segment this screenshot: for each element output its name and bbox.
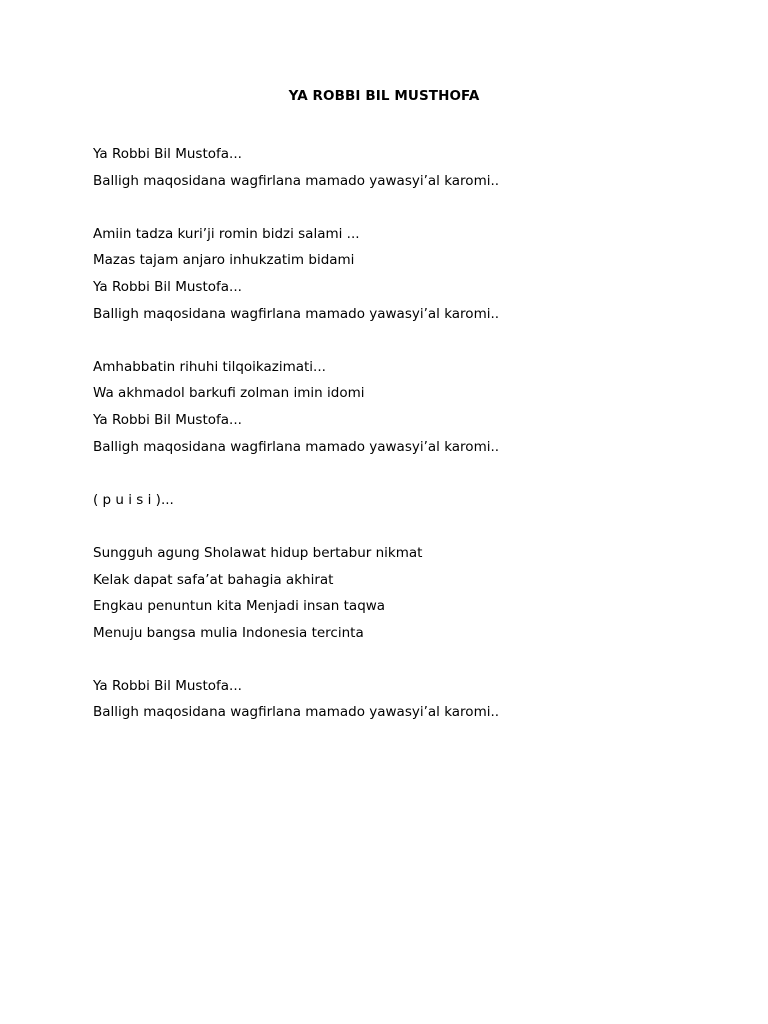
- lyric-line: Balligh maqosidana wagfirlana mamado yawasyi’al karomi..: [93, 172, 500, 189]
- stanza-6: [93, 673, 713, 726]
- stanza-5: [93, 540, 713, 646]
- lyric-line: Balligh maqosidana wagfirlana mamado yawasyi’al karomi..: [93, 704, 500, 721]
- lyric-line: Mazas tajam anjaro inhukzatim bidami: [93, 252, 355, 269]
- lyric-line: Wa akhmadol barkufi zolman imin idomi: [93, 385, 365, 402]
- lyric-line: Balligh maqosidana wagfirlana mamado yawasyi’al karomi..: [93, 438, 500, 455]
- lyric-line: Engkau penuntun kita Menjadi insan taqwa: [93, 598, 386, 615]
- stanza-4: [93, 487, 713, 514]
- lyric-line: Ya Robbi Bil Mustofa...: [93, 411, 242, 428]
- lyric-line: Amiin tadza kuri’ji romin bidzi salami ...: [93, 225, 360, 242]
- lyrics-body: [93, 141, 713, 753]
- lyric-line: Amhabbatin rihuhi tilqoikazimati...: [93, 358, 326, 375]
- stanza-3: [93, 354, 713, 460]
- lyric-line: Ya Robbi Bil Mustofa...: [93, 677, 242, 694]
- lyric-line: Menuju bangsa mulia Indonesia tercinta: [93, 624, 364, 641]
- lyric-line: Kelak dapat safa’at bahagia akhirat: [93, 571, 334, 588]
- lyric-line: Balligh maqosidana wagfirlana mamado yawasyi’al karomi..: [93, 305, 500, 322]
- lyric-line: Sungguh agung Sholawat hidup bertabur nikmat: [93, 544, 423, 561]
- lyric-line: Ya Robbi Bil Mustofa...: [93, 146, 242, 162]
- lyric-line: ( p u i s i )...: [93, 491, 174, 508]
- page-title: YA ROBBI BIL MUSTHOFA: [288, 88, 480, 104]
- lyric-line: Ya Robbi Bil Mustofa...: [93, 278, 242, 295]
- stanza-1: [93, 141, 713, 194]
- stanza-2: [93, 221, 713, 327]
